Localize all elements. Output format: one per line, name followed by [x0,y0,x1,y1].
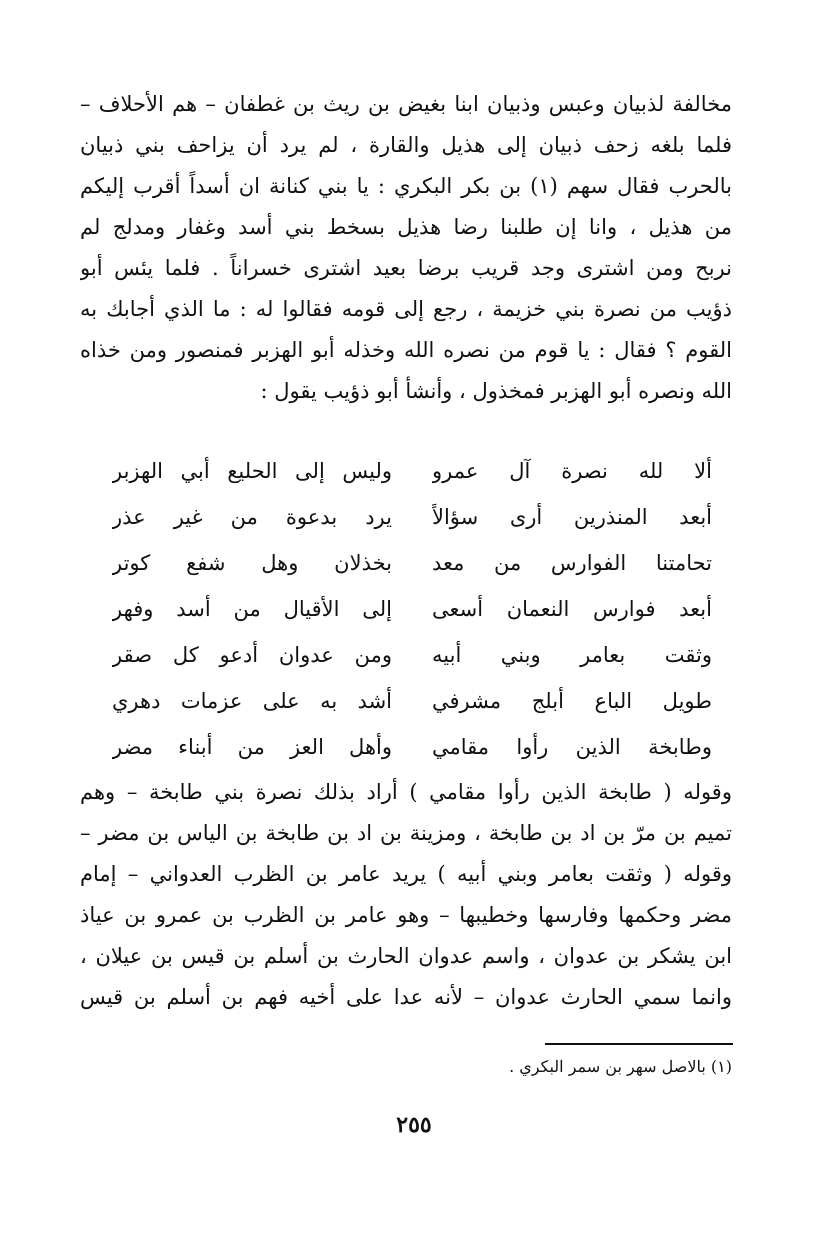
prose-line: وقوله ( وثقت بعامر وبني أبيه ) يريد عامر بن الظرب العدواني – إمام [80,862,732,886]
footnote: (١) بالاصل سهر بن سمر البكري . [509,1057,732,1076]
prose-line: ابن يشكر بن عدوان ، واسم عدوان الحارث بن أسلم بن قيس بن عيلان ، [80,944,732,968]
prose-line: الله ونصره أبو الهزبر فمخذول ، وأنشأ أبو ذؤيب يقول : [260,379,732,403]
verse-second-hemistich: ومن عدوان أدعو كل صقر [112,643,392,667]
verse-second-hemistich: يرد بدعوة من غير عذر [112,505,392,529]
verse-second-hemistich: إلى الأقيال من أسد وفهر [112,597,392,621]
verse-second-hemistich: وأهل العز من أبناء مضر [112,735,392,759]
prose-line: وانما سمي الحارث عدوان – لأنه عدا على أخيه فهم بن أسلم بن قيس [80,985,732,1009]
prose-line: فلما بلغه زحف ذبيان إلى هذيل والقارة ، لم يرد أن يزاحف بني ذبيان [80,133,732,157]
prose-line: ذؤيب من نصرة بني خزيمة ، رجع إلى قومه فقالوا له : ما الذي أجابك به [80,297,732,321]
footnote-divider [545,1043,733,1045]
prose-line: القوم ؟ فقال : يا قوم من نصره الله وخذله أبو الهزبر فمنصور ومن خذاه [80,338,732,362]
verse-first-hemistich: ألا لله نصرة آل عمرو [432,459,712,483]
page-number: ٢٥٥ [396,1112,432,1138]
poem-verse [112,724,712,770]
verse-first-hemistich: أبعد المنذرين أرى سؤالاً [432,505,712,529]
poem-verse [112,678,712,724]
verse-first-hemistich: طويل الباع أبلج مشرفي [432,689,712,713]
poem-verse [112,540,712,586]
verse-first-hemistich: وطابخة الذين رأوا مقامي [432,735,712,759]
prose-line: مخالفة لذبيان وعبس وذبيان ابنا بغيض بن ريث بن غطفان – هم الأحلاف – [80,92,732,116]
verse-second-hemistich: أشد به على عزمات دهري [112,689,392,713]
prose-line: من هذيل ، وانا إن طلبنا رضا هذيل بسخط بني أسد وغفار ومدلج لم [80,215,732,239]
verse-second-hemistich: بخذلان وهل شفع كوتر [112,551,392,575]
prose-line: نربح ومن اشترى وجد قريب برضا بعيد اشترى خسراناً . فلما يئس أبو [80,256,732,280]
poem-verse [112,632,712,678]
prose-top [80,84,732,412]
poem-verse [112,494,712,540]
prose-line: بالحرب فقال سهم (١) بن بكر البكري : يا بني كنانة ان أسداً أقرب إليكم [80,174,732,198]
verse-second-hemistich: وليس إلى الحليع أبي الهزبر [112,459,392,483]
poem-verse [112,586,712,632]
verse-first-hemistich: تحامتنا الفوارس من معد [432,551,712,575]
prose-line: تميم بن مرّ بن اد بن طابخة ، ومزينة بن اد بن طابخة بن الياس بن مضر – [80,821,732,845]
prose-line: وقوله ( طابخة الذين رأوا مقامي ) أراد بذلك نصرة بني طابخة – وهم [80,780,732,804]
verse-first-hemistich: وثقت بعامر وبني أبيه [432,643,712,667]
verse-first-hemistich: أبعد فوارس النعمان أسعى [432,597,712,621]
poem [112,448,712,770]
prose-bottom [80,772,732,1018]
poem-verse [112,448,712,494]
prose-line: مضر وحكمها وفارسها وخطيبها – وهو عامر بن الظرب بن عمرو بن عياذ [80,903,732,927]
